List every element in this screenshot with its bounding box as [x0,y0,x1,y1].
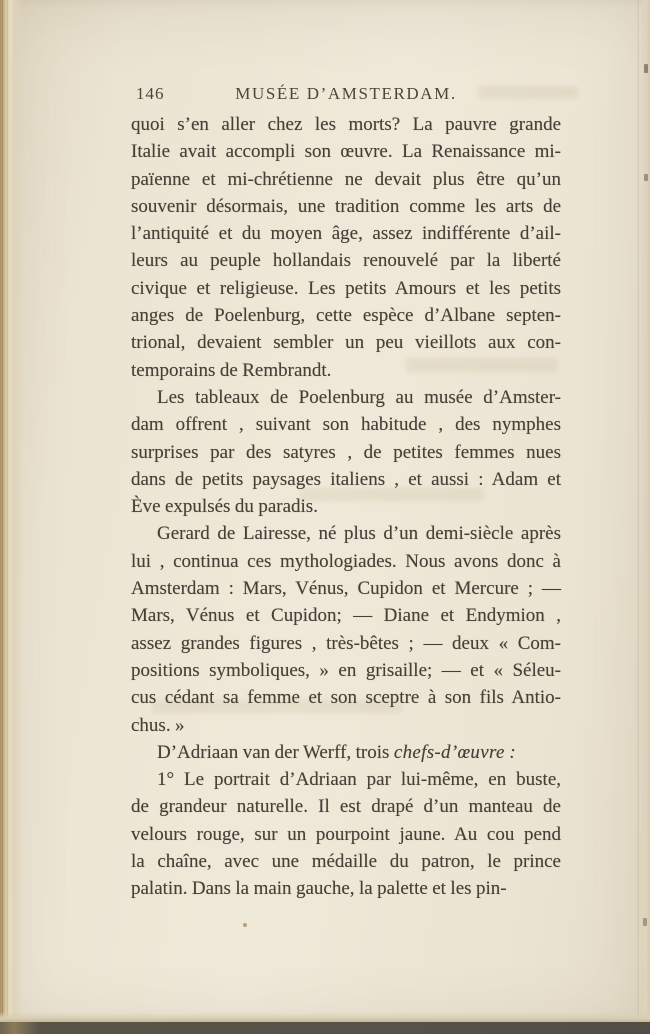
text-line: leurs au peuple hollandais renouvelé par la liberté [131,250,561,272]
page-bottom-lip [0,1012,650,1022]
text-line: surprises par des satyres , de petites femmes nues [131,441,561,463]
text-line: dans de petits paysages italiens , et aussi : Adam et [131,468,561,490]
text-line: assez grandes figures , très-bêtes ; — deux « Com- [131,632,561,654]
text-line: l’antiquité et du moyen âge, assez indifférente d’ail- [131,223,561,245]
body-text [131,111,561,903]
text-line: Les tableaux de Poelenburg au musée d’Amster- [157,386,561,408]
book-bottom-edge [0,1022,650,1034]
text-line: trional, devaient sembler un peu vieillots aux con- [131,332,561,354]
page-header [131,84,561,106]
running-title: MUSÉE D’AMSTERDAM. [235,84,457,103]
text-line: païenne et mi-chrétienne ne devait plus être qu’un [131,168,561,190]
text-line: Ève expulsés du paradis. [131,496,318,518]
text-line: souvenir désormais, une tradition comme les arts de [131,195,561,217]
edge-fleck [644,64,648,73]
text-line: Mars, Vénus et Cupidon; — Diane et Endymion , [131,605,561,627]
text-line: chus. » [131,714,185,736]
text-line: 1° Le portrait d’Adriaan par lui-même, en buste, [157,769,561,791]
page-right-edge [640,0,650,1024]
text-line: quoi s’en aller chez les morts? La pauvre grande [131,114,561,135]
text-line: civique et religieuse. Les petits Amours et les petits [131,277,561,299]
text-line: la chaîne, avec une médaille du patron, le prince [131,851,561,873]
text-line: Amsterdam : Mars, Vénus, Cupidon et Mercure ; — [131,578,561,600]
text-line: lui , continua ces mythologiades. Nous avons donc à [131,550,561,572]
text-line: Italie avait accompli son œuvre. La Renaissance mi- [131,141,561,163]
gutter-streak [7,0,8,1034]
text-line: temporains de Rembrandt. [131,359,332,381]
edge-fleck [643,918,647,926]
text-line: Gerard de Lairesse, né plus d’un demi-siècle après [157,523,561,545]
gutter-streak [2,0,3,1034]
text-line: cus cédant sa femme et son sceptre à son fils Antio- [131,687,561,709]
edge-fleck [644,174,648,181]
page-number: 146 [136,84,165,103]
text-line: velours rouge, sur un pourpoint jaune. Au cou pend [131,823,561,845]
text-line: positions symboliques, » en grisaille; — et « Séleu- [131,659,561,681]
text-line: de grandeur naturelle. Il est drapé d’un manteau de [131,796,561,818]
text-line: anges de Poelenburg, cette espèce d’Albane septen- [131,305,561,327]
book-gutter-edge [0,0,22,1034]
text-line: dam offrent , suivant son habitude , des nymphes [131,414,561,436]
text-line: palatin. Dans la main gauche, la palette et les pin- [131,878,507,900]
paper-speck [243,923,247,927]
text-line: D’Adriaan van der Werff, trois chefs-d’œuvre : [157,741,517,763]
